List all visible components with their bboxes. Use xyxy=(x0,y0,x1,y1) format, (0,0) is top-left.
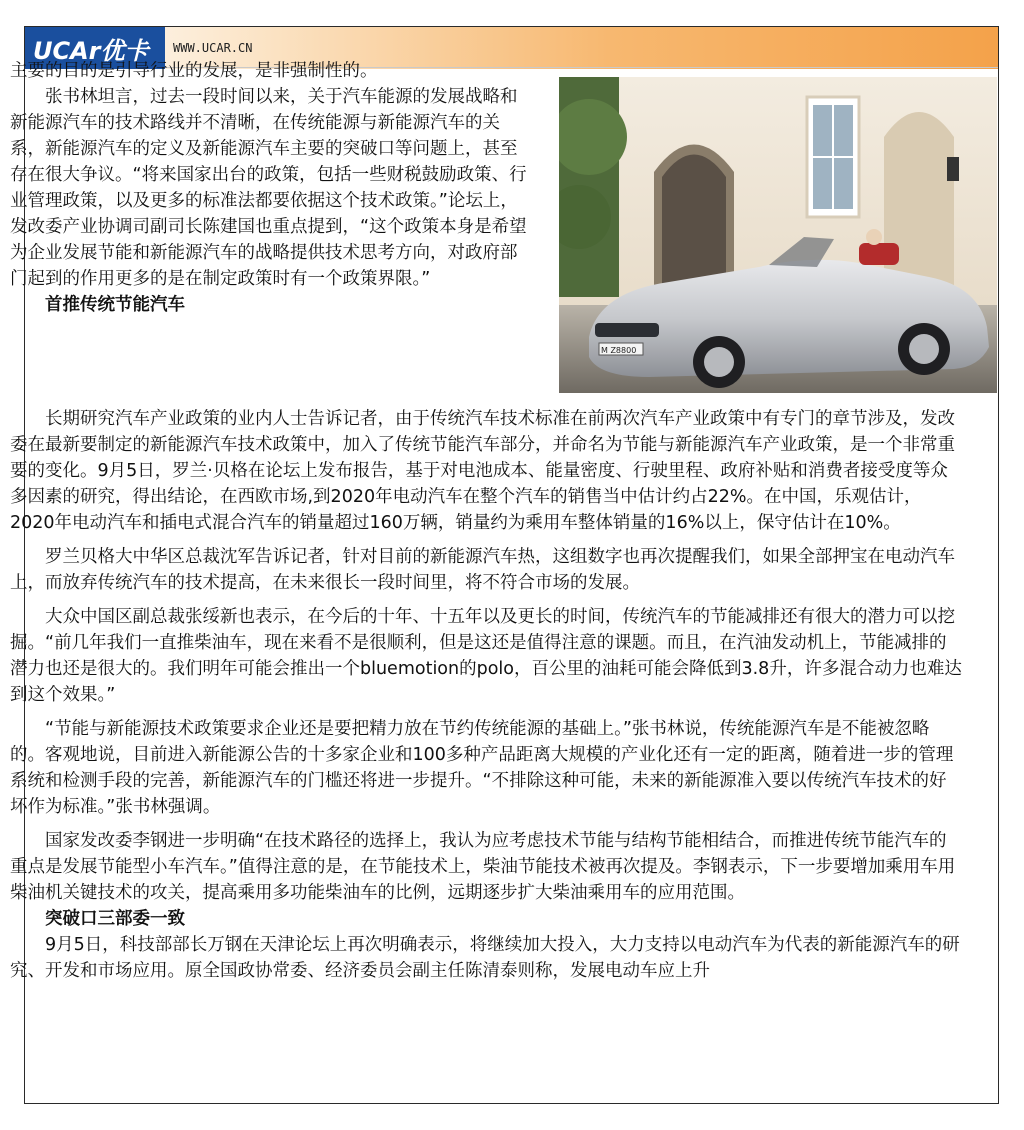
article-intro xyxy=(10,58,530,318)
license-plate: M Z8800 xyxy=(601,346,637,355)
section-heading-2: 突破口三部委一致 xyxy=(45,909,185,929)
site-url: WWW.UCAR.CN xyxy=(173,41,253,55)
convertible-car-image xyxy=(559,77,997,393)
paragraph-4: 大众中国区副总裁张绥新也表示，在今后的十年、十五年以及更长的时间，传统汽车的节能减排还有很大的潜力可以挖掘。“前几年我们一直推柴油车，现在来看不是很顺利，但是这还是值得注意的课题。而且，在汽油发动机上，节能减排的潜力也还是很大的。我们明年可能会推出一个bluemotion的polo，百公里的油耗可能会降低到3.8升，许多混合动力也难达到这个效果。” xyxy=(10,607,962,705)
article-photo xyxy=(559,77,997,393)
paragraph-0: 主要的目的是引导行业的发展，是非强制性的。 xyxy=(10,61,378,81)
section-heading-1: 首推传统节能汽车 xyxy=(45,295,185,315)
paragraph-3: 罗兰贝格大中华区总裁沈军告诉记者，针对目前的新能源汽车热，这组数字也再次提醒我们，如果全部押宝在电动汽车上，而放弃传统汽车的技术提高，在未来很长一段时间里，将不符合市场的发展。 xyxy=(10,547,955,593)
paragraph-6: 国家发改委李钢进一步明确“在技术路径的选择上，我认为应考虑技术节能与结构节能相结合，而推进传统节能汽车的重点是发展节能型小车汽车。”值得注意的是，在节能技术上，柴油节能技术被再次提及。李钢表示，下一步要增加乘用车用柴油机关键技术的攻关，提高乘用多功能柴油车的比例，远期逐步扩大柴油乘用车的应用范围。 xyxy=(10,831,956,903)
paragraph-5: “节能与新能源技术政策要求企业还是要把精力放在节约传统能源的基础上。”张书林说，传统能源汽车是不能被忽略的。客观地说，目前进入新能源公告的十多家企业和100多种产品距离大规模的产业化还有一定的距离，随着进一步的管理系统和检测手段的完善，新能源汽车的门槛还将进一步提升。“不排除这种可能，未来的新能源准入要以传统汽车技术的好坏作为标准。”张书林强调。 xyxy=(10,719,954,817)
paragraph-2: 长期研究汽车产业政策的业内人士告诉记者，由于传统汽车技术标准在前两次汽车产业政策中有专门的章节涉及，发改委在最新要制定的新能源汽车技术政策中，加入了传统节能汽车部分，并命名为节能与新能源汽车产业政策，是一个非常重要的变化。9月5日，罗兰·贝格在论坛上发布报告，基于对电池成本、能量密度、行驶里程、政府补贴和消费者接受度等众多因素的研究，得出结论，在西欧市场,到2020年电动汽车在整个汽车的销售当中估计约占22%。在中国，乐观估计，2020年电动汽车和插电式混合汽车的销量超过160万辆，销量约为乘用车整体销量的16%以上，保守估计在10%。 xyxy=(10,409,955,533)
paragraph-1: 张书林坦言，过去一段时间以来，关于汽车能源的发展战略和新能源汽车的技术路线并不清晰，在传统能源与新能源汽车的关系，新能源汽车的定义及新能源汽车主要的突破口等问题上，甚至存在很大争议。“将来国家出台的政策，包括一些财税鼓励政策、行业管理政策，以及更多的标准法都要依据这个技术政策。”论坛上，发改委产业协调司副司长陈建国也重点提到，“这个政策本身是希望为企业发展节能和新能源汽车的战略提供技术思考方向，对政府部门起到的作用更多的是在制定政策时有一个政策界限。” xyxy=(10,87,527,289)
site-logo: UCAr优卡 xyxy=(33,36,149,65)
article-body xyxy=(10,406,962,984)
paragraph-7: 9月5日，科技部部长万钢在天津论坛上再次明确表示，将继续加大投入，大力支持以电动汽车为代表的新能源汽车的研究、开发和市场应用。原全国政协常委、经济委员会副主任陈清泰则称，发展电动车应上升 xyxy=(10,935,960,981)
